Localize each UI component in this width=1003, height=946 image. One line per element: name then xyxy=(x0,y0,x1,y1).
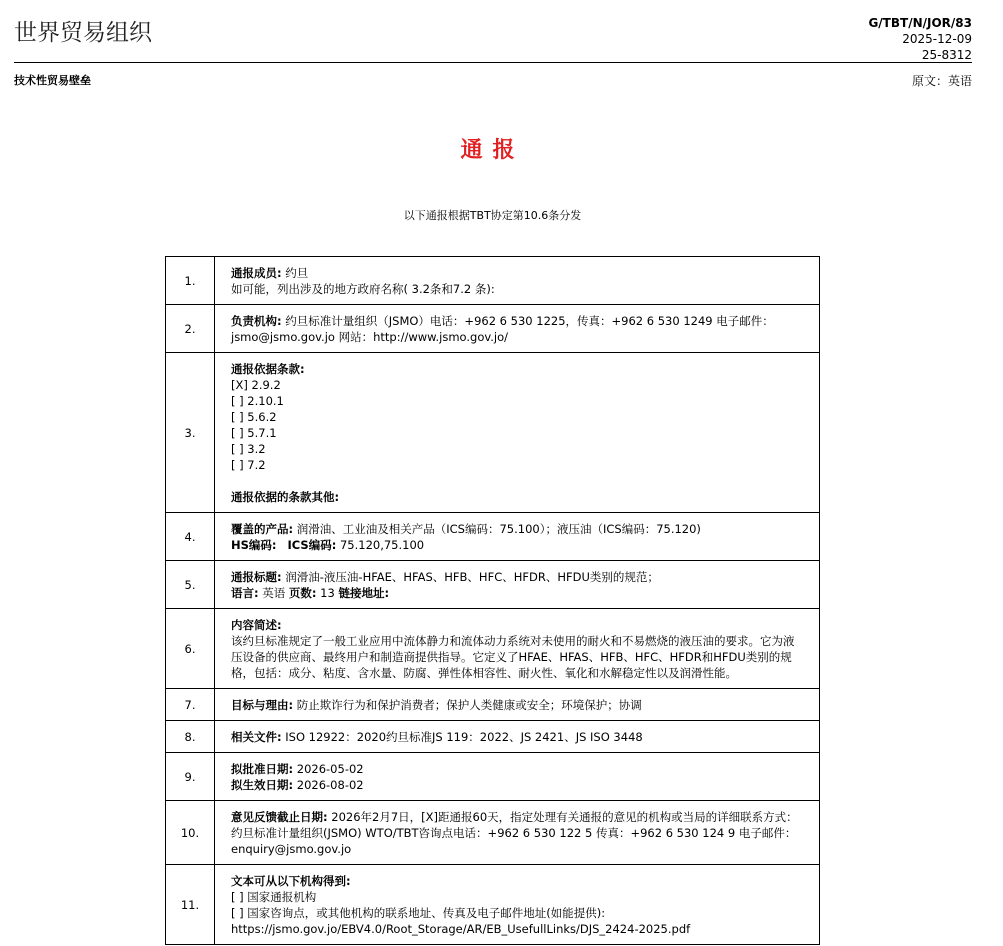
row-number: 5. xyxy=(166,561,215,609)
field-label: 目标与理由: xyxy=(231,697,294,712)
document-link[interactable]: https://jsmo.gov.jo/EBV4.0/Root_Storage/AR/EB_UsefullLinks/DJS_2424-2025.pdf xyxy=(231,921,691,936)
field-value: 约旦 xyxy=(281,265,309,280)
checkbox-item: [ ] 5.6.2 xyxy=(231,409,277,424)
field-value: 防止欺诈行为和保护消费者；保护人类健康或安全；环境保护；协调 xyxy=(293,697,642,712)
field-value: 2026-05-02 xyxy=(293,761,364,776)
field-label: 链接地址: xyxy=(338,585,390,600)
table-row xyxy=(166,353,820,513)
field-label: ICS编码: xyxy=(287,537,337,552)
field-label: HS编码: xyxy=(231,537,277,552)
row-number: 8. xyxy=(166,721,215,753)
checkbox-item: [X] 2.9.2 xyxy=(231,377,281,392)
table-row xyxy=(166,801,820,865)
row-number: 4. xyxy=(166,513,215,561)
field-label: 覆盖的产品: xyxy=(231,521,294,536)
header-divider xyxy=(14,62,972,63)
table-row xyxy=(166,609,820,689)
field-label: 相关文件: xyxy=(231,729,282,744)
row-number: 2. xyxy=(166,305,215,353)
table-row xyxy=(166,689,820,721)
field-value: 13 xyxy=(316,585,339,600)
field-label: 拟生效日期: xyxy=(231,777,294,792)
field-label: 文本可从以下机构得到: xyxy=(231,873,351,888)
field-value: 英语 xyxy=(258,585,289,600)
checkbox-item: [ ] 2.10.1 xyxy=(231,393,284,408)
field-label: 通报依据条款: xyxy=(231,361,305,376)
field-label: 负责机构: xyxy=(231,313,282,328)
table-row xyxy=(166,721,820,753)
field-label: 通报成员: xyxy=(231,265,282,280)
table-row xyxy=(166,865,820,945)
document-symbol: G/TBT/N/JOR/83 xyxy=(868,16,972,30)
field-value: 该约旦标准规定了一般工业应用中流体静力和流体动力系统对未使用的耐火和不易燃烧的液压油的要求。它为液压设备的供应商、最终用户和制造商提供指导。它定义了HFAE、HFAS、HFB、HFC、HFDR和HFDU类别的规格，包括：成分、粘度、含水量、防腐、弹性体相容性、耐火性、氧化和水解稳定性以及润滑性能。 xyxy=(231,633,795,680)
field-label: 通报依据的条款其他: xyxy=(231,489,340,504)
original-language: 原文：英语 xyxy=(911,74,972,88)
table-row xyxy=(166,257,820,305)
table-row xyxy=(166,305,820,353)
row-number: 9. xyxy=(166,753,215,801)
field-value: 2026年2月7日，[X]距通报60天，指定处理有关通报的意见的机构或当局的详细联系方式：约旦标准计量组织(JSMO) WTO/TBT咨询点电话：+962 6 530 122 5 传真：+962 6 530 124 9 电子邮件：enquiry@jsmo.gov.jo xyxy=(231,809,798,856)
checkbox-item: [ ] 3.2 xyxy=(231,441,266,456)
row-content xyxy=(215,305,820,353)
field-value: ISO 12922：2020约旦标准JS 119：2022、JS 2421、JS ISO 3448 xyxy=(281,729,643,744)
checkbox-item: [ ] 5.7.1 xyxy=(231,425,277,440)
field-value: 润滑油、工业油及相关产品（ICS编码：75.100）；液压油（ICS编码：75.120) xyxy=(293,521,701,536)
row-content xyxy=(215,721,820,753)
row-content xyxy=(215,865,820,945)
row-content xyxy=(215,513,820,561)
notification-table xyxy=(165,256,820,945)
row-content xyxy=(215,257,820,305)
field-label: 语言: xyxy=(231,585,259,600)
field-label: 通报标题: xyxy=(231,569,282,584)
row-number: 1. xyxy=(166,257,215,305)
checkbox-item: [ ] 7.2 xyxy=(231,457,266,472)
field-value: 如可能，列出涉及的地方政府名称( 3.2条和7.2 条): xyxy=(231,281,495,296)
field-value: 润滑油-液压油-HFAE、HFAS、HFB、HFC、HFDR、HFDU类别的规范； xyxy=(281,569,659,584)
row-content xyxy=(215,353,820,513)
document-number: 25-8312 xyxy=(921,48,972,62)
checkbox-item: [ ] 国家咨询点，或其他机构的联系地址、传真及电子邮件地址(如能提供): xyxy=(231,905,606,920)
page-title: 通报 xyxy=(460,138,525,163)
checkbox-item: [ ] 国家通报机构 xyxy=(231,889,317,904)
row-number: 10. xyxy=(166,801,215,865)
document-meta xyxy=(868,15,972,63)
row-content xyxy=(215,801,820,865)
field-label: 意见反馈截止日期: xyxy=(231,809,328,824)
committee-name: 技术性贸易壁垒 xyxy=(14,74,91,87)
document-date: 2025-12-09 xyxy=(902,32,972,46)
organization-name: 世界贸易组织 xyxy=(14,20,152,46)
row-number: 6. xyxy=(166,609,215,689)
table-row xyxy=(166,561,820,609)
row-number: 7. xyxy=(166,689,215,721)
table-row xyxy=(166,753,820,801)
row-number: 3. xyxy=(166,353,215,513)
field-label: 页数: xyxy=(288,585,317,600)
field-label: 内容简述: xyxy=(231,617,282,632)
row-content xyxy=(215,609,820,689)
field-label: 拟批准日期: xyxy=(231,761,294,776)
field-value: 约旦标准计量组织（JSMO）电话：+962 6 530 1225，传真：+962 6 530 1249 电子邮件：jsmo@jsmo.gov.jo 网站：http://www.jsmo.gov.jo/ xyxy=(231,313,774,344)
row-content xyxy=(215,689,820,721)
row-content xyxy=(215,753,820,801)
row-content xyxy=(215,561,820,609)
field-value: 2026-08-02 xyxy=(293,777,364,792)
page-subtitle: 以下通报根据TBT协定第10.6条分发 xyxy=(403,209,582,222)
row-number: 11. xyxy=(166,865,215,945)
field-value: 75.120,75.100 xyxy=(336,537,425,552)
table-row xyxy=(166,513,820,561)
